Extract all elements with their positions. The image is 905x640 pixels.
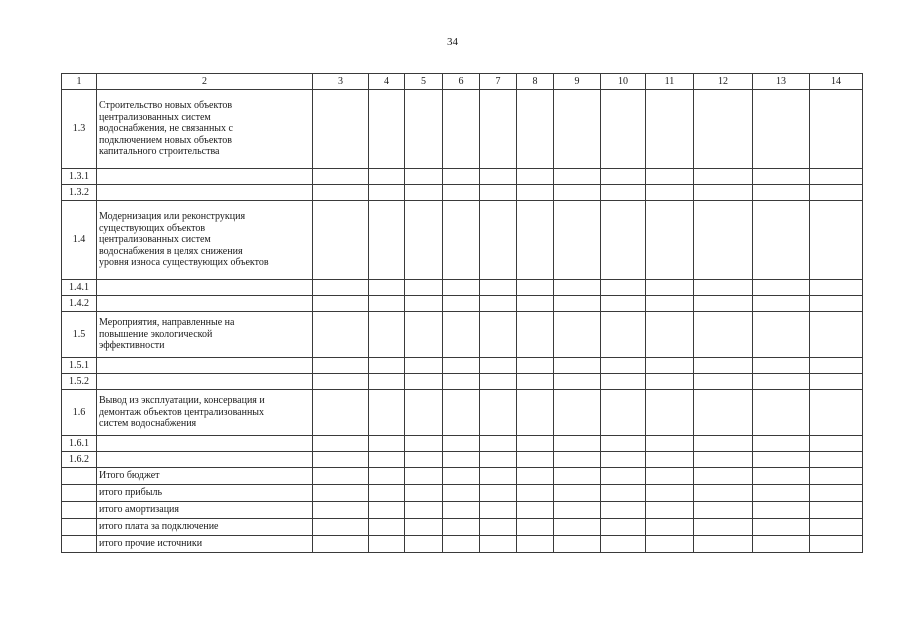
description-cell bbox=[97, 452, 313, 468]
column-header: 10 bbox=[601, 74, 646, 90]
empty-value-cell bbox=[369, 296, 405, 312]
empty-value-cell bbox=[810, 485, 863, 502]
empty-value-cell bbox=[753, 280, 810, 296]
empty-value-cell bbox=[313, 374, 369, 390]
empty-value-cell bbox=[313, 185, 369, 201]
empty-value-cell bbox=[443, 485, 480, 502]
description-cell bbox=[97, 201, 313, 280]
row-number-cell: 1.3.2 bbox=[62, 185, 97, 201]
empty-value-cell bbox=[517, 485, 554, 502]
description-line: итого амортизация bbox=[99, 504, 179, 516]
column-header: 2 bbox=[97, 74, 313, 90]
row-number-cell: 1.5.2 bbox=[62, 374, 97, 390]
empty-value-cell bbox=[646, 452, 694, 468]
row-number-cell: 1.4.2 bbox=[62, 296, 97, 312]
empty-value-cell bbox=[443, 502, 480, 519]
empty-value-cell bbox=[517, 296, 554, 312]
empty-value-cell bbox=[646, 296, 694, 312]
table-row bbox=[62, 169, 863, 185]
empty-value-cell bbox=[313, 312, 369, 358]
description-line: систем водоснабжения bbox=[99, 418, 197, 430]
empty-value-cell bbox=[646, 468, 694, 485]
description-cell bbox=[97, 185, 313, 201]
empty-value-cell bbox=[601, 452, 646, 468]
empty-value-cell bbox=[443, 90, 480, 169]
empty-value-cell bbox=[694, 358, 753, 374]
row-number-cell bbox=[62, 485, 97, 502]
empty-value-cell bbox=[694, 502, 753, 519]
empty-value-cell bbox=[405, 519, 443, 536]
column-header: 3 bbox=[313, 74, 369, 90]
description-cell bbox=[97, 358, 313, 374]
description-cell bbox=[97, 519, 313, 536]
empty-value-cell bbox=[810, 390, 863, 436]
empty-value-cell bbox=[405, 296, 443, 312]
empty-value-cell bbox=[694, 374, 753, 390]
empty-value-cell bbox=[694, 452, 753, 468]
empty-value-cell bbox=[443, 468, 480, 485]
empty-value-cell bbox=[753, 312, 810, 358]
table-row bbox=[62, 536, 863, 553]
row-number-cell: 1.5.1 bbox=[62, 358, 97, 374]
empty-value-cell bbox=[753, 468, 810, 485]
empty-value-cell bbox=[554, 374, 601, 390]
row-number-cell bbox=[62, 536, 97, 553]
empty-value-cell bbox=[646, 201, 694, 280]
description-line: итого прибыль bbox=[99, 487, 163, 499]
description-cell bbox=[97, 468, 313, 485]
table-row bbox=[62, 201, 863, 280]
empty-value-cell bbox=[517, 185, 554, 201]
description-line: демонтаж объектов централизованных bbox=[99, 406, 265, 418]
empty-value-cell bbox=[480, 90, 517, 169]
empty-value-cell bbox=[480, 390, 517, 436]
empty-value-cell bbox=[405, 358, 443, 374]
empty-value-cell bbox=[480, 468, 517, 485]
empty-value-cell bbox=[517, 390, 554, 436]
empty-value-cell bbox=[369, 436, 405, 452]
empty-value-cell bbox=[601, 280, 646, 296]
empty-value-cell bbox=[646, 169, 694, 185]
empty-value-cell bbox=[554, 452, 601, 468]
empty-value-cell bbox=[369, 519, 405, 536]
empty-value-cell bbox=[369, 468, 405, 485]
description-line: централизованных систем bbox=[99, 234, 211, 246]
empty-value-cell bbox=[554, 296, 601, 312]
budget-table bbox=[61, 73, 863, 553]
empty-value-cell bbox=[601, 296, 646, 312]
empty-value-cell bbox=[554, 519, 601, 536]
empty-value-cell bbox=[480, 185, 517, 201]
empty-value-cell bbox=[694, 201, 753, 280]
empty-value-cell bbox=[753, 169, 810, 185]
empty-value-cell bbox=[405, 169, 443, 185]
description-cell bbox=[97, 502, 313, 519]
row-number-cell: 1.3.1 bbox=[62, 169, 97, 185]
empty-value-cell bbox=[810, 90, 863, 169]
empty-value-cell bbox=[443, 390, 480, 436]
description-line: повышение экологической bbox=[99, 328, 213, 340]
empty-value-cell bbox=[480, 452, 517, 468]
empty-value-cell bbox=[810, 280, 863, 296]
row-number-cell bbox=[62, 502, 97, 519]
empty-value-cell bbox=[480, 436, 517, 452]
empty-value-cell bbox=[405, 280, 443, 296]
empty-value-cell bbox=[443, 452, 480, 468]
column-header: 11 bbox=[646, 74, 694, 90]
table-row bbox=[62, 280, 863, 296]
empty-value-cell bbox=[369, 90, 405, 169]
empty-value-cell bbox=[810, 536, 863, 553]
empty-value-cell bbox=[694, 390, 753, 436]
description-cell bbox=[97, 280, 313, 296]
empty-value-cell bbox=[646, 436, 694, 452]
empty-value-cell bbox=[810, 169, 863, 185]
row-number-cell: 1.6.1 bbox=[62, 436, 97, 452]
empty-value-cell bbox=[810, 312, 863, 358]
empty-value-cell bbox=[480, 280, 517, 296]
empty-value-cell bbox=[810, 502, 863, 519]
empty-value-cell bbox=[443, 296, 480, 312]
column-header: 4 bbox=[369, 74, 405, 90]
empty-value-cell bbox=[601, 468, 646, 485]
empty-value-cell bbox=[810, 296, 863, 312]
empty-value-cell bbox=[517, 536, 554, 553]
empty-value-cell bbox=[480, 201, 517, 280]
empty-value-cell bbox=[313, 390, 369, 436]
empty-value-cell bbox=[601, 436, 646, 452]
empty-value-cell bbox=[480, 502, 517, 519]
column-header: 14 bbox=[810, 74, 863, 90]
description-line: итого плата за подключение bbox=[99, 521, 219, 533]
empty-value-cell bbox=[646, 280, 694, 296]
empty-value-cell bbox=[694, 280, 753, 296]
column-header: 1 bbox=[62, 74, 97, 90]
table-body bbox=[62, 74, 863, 553]
empty-value-cell bbox=[601, 485, 646, 502]
empty-value-cell bbox=[405, 312, 443, 358]
empty-value-cell bbox=[405, 390, 443, 436]
empty-value-cell bbox=[694, 468, 753, 485]
empty-value-cell bbox=[517, 519, 554, 536]
empty-value-cell bbox=[443, 185, 480, 201]
empty-value-cell bbox=[517, 502, 554, 519]
empty-value-cell bbox=[646, 519, 694, 536]
empty-value-cell bbox=[313, 296, 369, 312]
empty-value-cell bbox=[753, 358, 810, 374]
description-line: водоснабжения, не связанных с bbox=[99, 123, 233, 135]
table-row bbox=[62, 519, 863, 536]
empty-value-cell bbox=[405, 468, 443, 485]
empty-value-cell bbox=[405, 436, 443, 452]
description-line: Мероприятия, направленные на bbox=[99, 317, 235, 329]
empty-value-cell bbox=[369, 312, 405, 358]
empty-value-cell bbox=[405, 90, 443, 169]
empty-value-cell bbox=[753, 502, 810, 519]
row-number-cell: 1.5 bbox=[62, 312, 97, 358]
empty-value-cell bbox=[753, 201, 810, 280]
table-row bbox=[62, 390, 863, 436]
description-cell bbox=[97, 169, 313, 185]
empty-value-cell bbox=[646, 90, 694, 169]
empty-value-cell bbox=[601, 185, 646, 201]
empty-value-cell bbox=[554, 502, 601, 519]
row-number-cell bbox=[62, 519, 97, 536]
empty-value-cell bbox=[646, 536, 694, 553]
empty-value-cell bbox=[313, 452, 369, 468]
empty-value-cell bbox=[517, 90, 554, 169]
empty-value-cell bbox=[443, 436, 480, 452]
empty-value-cell bbox=[753, 452, 810, 468]
empty-value-cell bbox=[753, 519, 810, 536]
table-row bbox=[62, 502, 863, 519]
empty-value-cell bbox=[753, 185, 810, 201]
column-header: 6 bbox=[443, 74, 480, 90]
table-row bbox=[62, 296, 863, 312]
empty-value-cell bbox=[517, 468, 554, 485]
empty-value-cell bbox=[694, 185, 753, 201]
empty-value-cell bbox=[694, 296, 753, 312]
empty-value-cell bbox=[554, 358, 601, 374]
column-header: 8 bbox=[517, 74, 554, 90]
empty-value-cell bbox=[517, 436, 554, 452]
table-row bbox=[62, 312, 863, 358]
empty-value-cell bbox=[810, 358, 863, 374]
table-row bbox=[62, 358, 863, 374]
empty-value-cell bbox=[694, 169, 753, 185]
empty-value-cell bbox=[601, 390, 646, 436]
empty-value-cell bbox=[694, 519, 753, 536]
empty-value-cell bbox=[646, 185, 694, 201]
empty-value-cell bbox=[753, 485, 810, 502]
table-row bbox=[62, 436, 863, 452]
empty-value-cell bbox=[694, 485, 753, 502]
table-row bbox=[62, 90, 863, 169]
empty-value-cell bbox=[601, 90, 646, 169]
empty-value-cell bbox=[369, 485, 405, 502]
empty-value-cell bbox=[810, 519, 863, 536]
empty-value-cell bbox=[694, 436, 753, 452]
empty-value-cell bbox=[646, 485, 694, 502]
empty-value-cell bbox=[601, 169, 646, 185]
description-cell bbox=[97, 436, 313, 452]
empty-value-cell bbox=[480, 519, 517, 536]
empty-value-cell bbox=[443, 536, 480, 553]
empty-value-cell bbox=[405, 201, 443, 280]
empty-value-cell bbox=[369, 185, 405, 201]
empty-value-cell bbox=[369, 169, 405, 185]
empty-value-cell bbox=[313, 536, 369, 553]
empty-value-cell bbox=[443, 201, 480, 280]
empty-value-cell bbox=[517, 169, 554, 185]
table-row bbox=[62, 468, 863, 485]
empty-value-cell bbox=[810, 374, 863, 390]
empty-value-cell bbox=[405, 502, 443, 519]
empty-value-cell bbox=[369, 502, 405, 519]
description-line: подключением новых объектов bbox=[99, 134, 232, 146]
column-header: 9 bbox=[554, 74, 601, 90]
empty-value-cell bbox=[753, 436, 810, 452]
empty-value-cell bbox=[369, 201, 405, 280]
table-row bbox=[62, 185, 863, 201]
empty-value-cell bbox=[810, 468, 863, 485]
empty-value-cell bbox=[313, 358, 369, 374]
description-line: уровня износа существующих объектов bbox=[99, 257, 269, 269]
description-cell bbox=[97, 312, 313, 358]
empty-value-cell bbox=[405, 536, 443, 553]
empty-value-cell bbox=[646, 312, 694, 358]
empty-value-cell bbox=[313, 468, 369, 485]
empty-value-cell bbox=[646, 390, 694, 436]
empty-value-cell bbox=[753, 536, 810, 553]
description-line: Строительство новых объектов bbox=[99, 100, 233, 112]
empty-value-cell bbox=[313, 90, 369, 169]
empty-value-cell bbox=[517, 312, 554, 358]
page-number: 34 bbox=[447, 36, 458, 48]
empty-value-cell bbox=[601, 358, 646, 374]
empty-value-cell bbox=[313, 502, 369, 519]
empty-value-cell bbox=[554, 169, 601, 185]
table-row bbox=[62, 452, 863, 468]
row-number-cell: 1.3 bbox=[62, 90, 97, 169]
description-line: эффективности bbox=[99, 340, 165, 352]
empty-value-cell bbox=[313, 519, 369, 536]
empty-value-cell bbox=[810, 436, 863, 452]
empty-value-cell bbox=[480, 536, 517, 553]
empty-value-cell bbox=[810, 185, 863, 201]
header-row bbox=[62, 74, 863, 90]
empty-value-cell bbox=[753, 374, 810, 390]
description-cell bbox=[97, 536, 313, 553]
empty-value-cell bbox=[601, 312, 646, 358]
row-number-cell: 1.6 bbox=[62, 390, 97, 436]
empty-value-cell bbox=[517, 358, 554, 374]
empty-value-cell bbox=[443, 312, 480, 358]
description-cell bbox=[97, 374, 313, 390]
empty-value-cell bbox=[694, 536, 753, 553]
description-cell bbox=[97, 296, 313, 312]
empty-value-cell bbox=[646, 374, 694, 390]
empty-value-cell bbox=[443, 358, 480, 374]
empty-value-cell bbox=[313, 280, 369, 296]
empty-value-cell bbox=[405, 485, 443, 502]
empty-value-cell bbox=[405, 452, 443, 468]
empty-value-cell bbox=[810, 452, 863, 468]
empty-value-cell bbox=[480, 296, 517, 312]
description-line: итого прочие источники bbox=[99, 538, 203, 550]
description-line: водоснабжения в целях снижения bbox=[99, 245, 243, 257]
empty-value-cell bbox=[313, 436, 369, 452]
empty-value-cell bbox=[369, 452, 405, 468]
row-number-cell: 1.4.1 bbox=[62, 280, 97, 296]
empty-value-cell bbox=[443, 169, 480, 185]
row-number-cell: 1.4 bbox=[62, 201, 97, 280]
description-line: Вывод из эксплуатации, консервация и bbox=[99, 395, 265, 407]
empty-value-cell bbox=[480, 374, 517, 390]
empty-value-cell bbox=[601, 502, 646, 519]
empty-value-cell bbox=[480, 485, 517, 502]
empty-value-cell bbox=[554, 90, 601, 169]
empty-value-cell bbox=[517, 452, 554, 468]
empty-value-cell bbox=[480, 358, 517, 374]
empty-value-cell bbox=[601, 374, 646, 390]
description-cell bbox=[97, 90, 313, 169]
description-line: Модернизация или реконструкция bbox=[99, 211, 246, 223]
empty-value-cell bbox=[554, 485, 601, 502]
empty-value-cell bbox=[646, 502, 694, 519]
empty-value-cell bbox=[405, 374, 443, 390]
empty-value-cell bbox=[601, 536, 646, 553]
empty-value-cell bbox=[554, 201, 601, 280]
empty-value-cell bbox=[313, 201, 369, 280]
empty-value-cell bbox=[443, 280, 480, 296]
description-cell bbox=[97, 485, 313, 502]
empty-value-cell bbox=[313, 169, 369, 185]
column-header: 7 bbox=[480, 74, 517, 90]
empty-value-cell bbox=[443, 519, 480, 536]
empty-value-cell bbox=[554, 280, 601, 296]
empty-value-cell bbox=[517, 280, 554, 296]
row-number-cell: 1.6.2 bbox=[62, 452, 97, 468]
empty-value-cell bbox=[369, 358, 405, 374]
empty-value-cell bbox=[694, 312, 753, 358]
description-line: существующих объектов bbox=[99, 222, 206, 234]
table-row bbox=[62, 485, 863, 502]
empty-value-cell bbox=[480, 169, 517, 185]
empty-value-cell bbox=[313, 485, 369, 502]
empty-value-cell bbox=[601, 519, 646, 536]
empty-value-cell bbox=[405, 185, 443, 201]
empty-value-cell bbox=[369, 536, 405, 553]
empty-value-cell bbox=[554, 468, 601, 485]
empty-value-cell bbox=[554, 390, 601, 436]
empty-value-cell bbox=[369, 280, 405, 296]
column-header: 5 bbox=[405, 74, 443, 90]
empty-value-cell bbox=[601, 201, 646, 280]
empty-value-cell bbox=[554, 312, 601, 358]
empty-value-cell bbox=[369, 374, 405, 390]
table-row bbox=[62, 374, 863, 390]
empty-value-cell bbox=[646, 358, 694, 374]
empty-value-cell bbox=[517, 374, 554, 390]
description-line: Итого бюджет bbox=[99, 470, 160, 482]
description-line: централизованных систем bbox=[99, 111, 211, 123]
empty-value-cell bbox=[554, 436, 601, 452]
empty-value-cell bbox=[517, 201, 554, 280]
empty-value-cell bbox=[753, 90, 810, 169]
empty-value-cell bbox=[753, 296, 810, 312]
empty-value-cell bbox=[554, 536, 601, 553]
empty-value-cell bbox=[369, 390, 405, 436]
empty-value-cell bbox=[554, 185, 601, 201]
column-header: 13 bbox=[753, 74, 810, 90]
description-cell bbox=[97, 390, 313, 436]
empty-value-cell bbox=[694, 90, 753, 169]
row-number-cell bbox=[62, 468, 97, 485]
empty-value-cell bbox=[810, 201, 863, 280]
description-line: капитального строительства bbox=[99, 146, 220, 158]
empty-value-cell bbox=[443, 374, 480, 390]
empty-value-cell bbox=[480, 312, 517, 358]
column-header: 12 bbox=[694, 74, 753, 90]
empty-value-cell bbox=[753, 390, 810, 436]
